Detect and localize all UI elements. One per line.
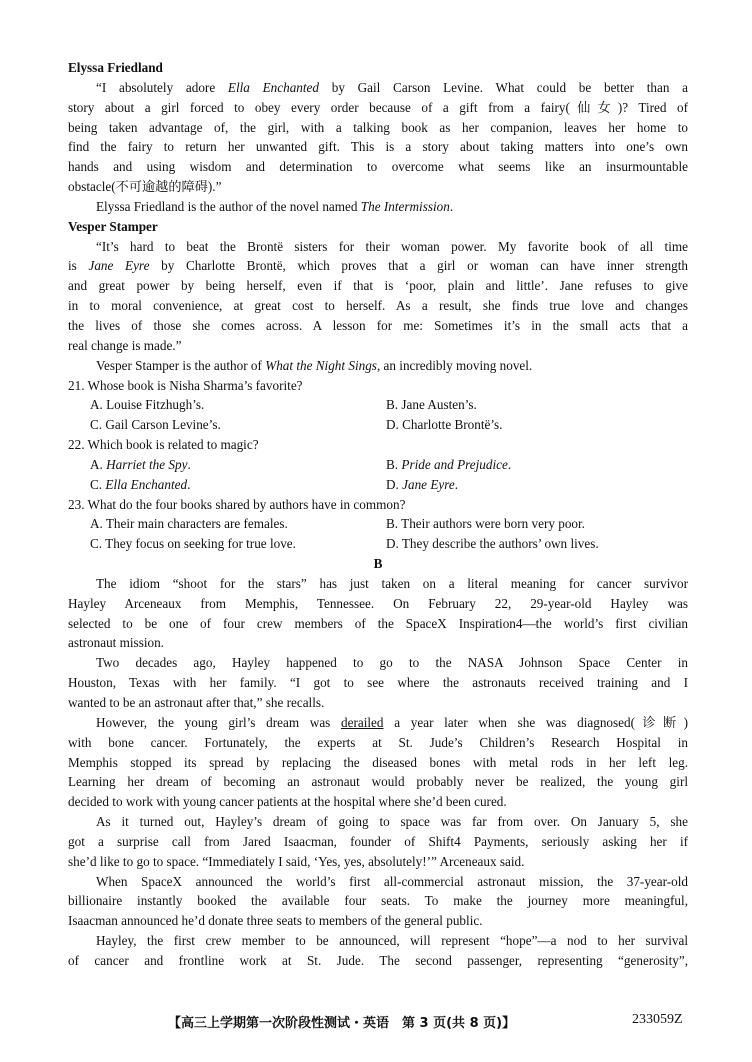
passage-line: astronaut mission. [68,635,164,651]
quote-line: obstacle(不可逾越的障碍).” [68,179,222,195]
author-bio: Vesper Stamper is the author of What the Night Sings, an incredibly moving novel. [96,357,533,373]
passage-line: got a surprise call from Jared Isaacman, founder of Shift4 Payments, seriously asking her if [68,833,688,849]
answer-option: C. Gail Carson Levine’s. [90,417,221,433]
quote-line: real change is made.” [68,337,182,353]
passage-line: wanted to be an astronaut after that,” she recalls. [68,695,325,710]
passage-line: with bone cancer. Fortunately, the experts at St. Jude’s Children’s Research Hospital in [68,734,688,750]
passage-line: Houston, Texas with her family. “I got to see where the astronauts received training and I [68,675,688,691]
answer-option: A. Louise Fitzhugh’s. [90,397,205,413]
quote-line: being taken advantage of, the girl, with a talking book as her companion, leaves her home to [68,119,688,135]
quote-line: “It’s hard to beat the Brontë sisters for their woman power. My favorite book of all time [96,238,688,254]
quote-line: is Jane Eyre by Charlotte Brontë, which proves that a girl or woman can have inner strength [68,258,688,274]
exam-page [68,58,688,971]
answer-option: C. Ella Enchanted. [90,476,191,492]
answer-option: B. Their authors were born very poor. [386,516,585,532]
section-label: B [373,556,383,572]
passage-line: Learning her dream of becoming an astronaut would probably never be realized, the young girl [68,774,688,790]
passage-line: Memphis stopped its spread by replacing the diseased bones with metal rods in her left leg. [68,754,688,770]
option-row [68,395,688,415]
passage-line: Isaacman announced he’d donate three seats to members of the general public. [68,913,483,929]
answer-option: B. Jane Austen’s. [386,397,477,413]
answer-option: D. Charlotte Brontë’s. [386,417,503,433]
quote-line: and great power by being herself, even if that is ‘poor, plain and little’. Jane refuses to give [68,278,688,294]
quote-line: “I absolutely adore Ella Enchanted by Gail Carson Levine. What could be better than a [96,79,688,95]
question-stem: 22. Which book is related to magic? [68,437,259,453]
answer-option: D. They describe the authors’ own lives. [386,536,599,552]
passage-line: of cancer and frontline work at St. Jude. The second passenger, representing “generosity”, [68,952,688,968]
page-content [68,58,688,971]
footer-title: 【高三上学期第一次阶段性测试・英语 第 3 页(共 8 页)】 [168,1016,516,1031]
answer-option: A. Their main characters are females. [90,516,288,532]
quote-line: find the fairy to return her unwanted gift. This is a story about taking matters into one’s own [68,139,688,155]
passage-line: As it turned out, Hayley’s dream of going to space was far from over. On January 5, she [96,814,688,830]
passage-line: billionaire instantly booked the available four seats. To make the journey more meaningful, [68,893,688,909]
author-heading: Elyssa Friedland [68,60,163,75]
answer-option: D. Jane Eyre. [386,476,459,492]
question-stem: 21. Whose book is Nisha Sharma’s favorite? [68,377,303,393]
passage-line: Two decades ago, Hayley happened to go to the NASA Johnson Space Center in [96,655,688,671]
answer-option: C. They focus on seeking for true love. [90,536,296,552]
quote-line: story about a girl forced to obey every order because of a gift from a fairy(仙女)? Tired of [68,99,688,115]
passage-line: selected to be one of four crew members of the SpaceX Inspiration4—the world’s first civilian [68,615,688,631]
author-bio: Elyssa Friedland is the author of the novel named The Intermission. [96,198,454,214]
option-row [68,415,688,435]
passage-line: decided to work with young cancer patients at the hospital where she’d been cured. [68,794,507,810]
passage-line: When SpaceX announced the world’s first all-commercial astronaut mission, the 37-year-old [96,873,688,889]
passage-line: Hayley Arceneaux from Memphis, Tennessee. On February 22, 29-year-old Hayley was [68,595,688,611]
quote-line: in to moral convenience, at great cost to herself. As a result, she finds true love and changes [68,298,688,314]
footer-code: 233059Z [632,1012,683,1027]
option-row [68,534,688,554]
quote-line: hands and using wisdom and determination to overcome what seems like an insurmountable [68,159,688,175]
passage-line: she’d like to go to space. “Immediately I said, ‘Yes, yes, absolutely!’” Arceneaux said. [68,853,525,869]
quote-line: the lives of those she comes across. A lesson for me: Sometimes it’s in the small acts that a [68,317,688,333]
answer-option: A. Harriet the Spy. [90,456,191,472]
question-stem: 23. What do the four books shared by authors have in common? [68,496,406,512]
option-row [68,514,688,534]
passage-line: However, the young girl’s dream was derailed a year later when she was diagnosed(诊断) [96,714,688,730]
answer-option: B. Pride and Prejudice. [386,456,512,472]
author-heading: Vesper Stamper [68,218,158,234]
passage-line: The idiom “shoot for the stars” has just taken on a literal meaning for cancer survivor [96,575,688,591]
option-row [68,475,688,495]
passage-line: Hayley, the first crew member to be announced, will represent “hope”—a nod to her survival [96,933,688,949]
option-row [68,455,688,475]
